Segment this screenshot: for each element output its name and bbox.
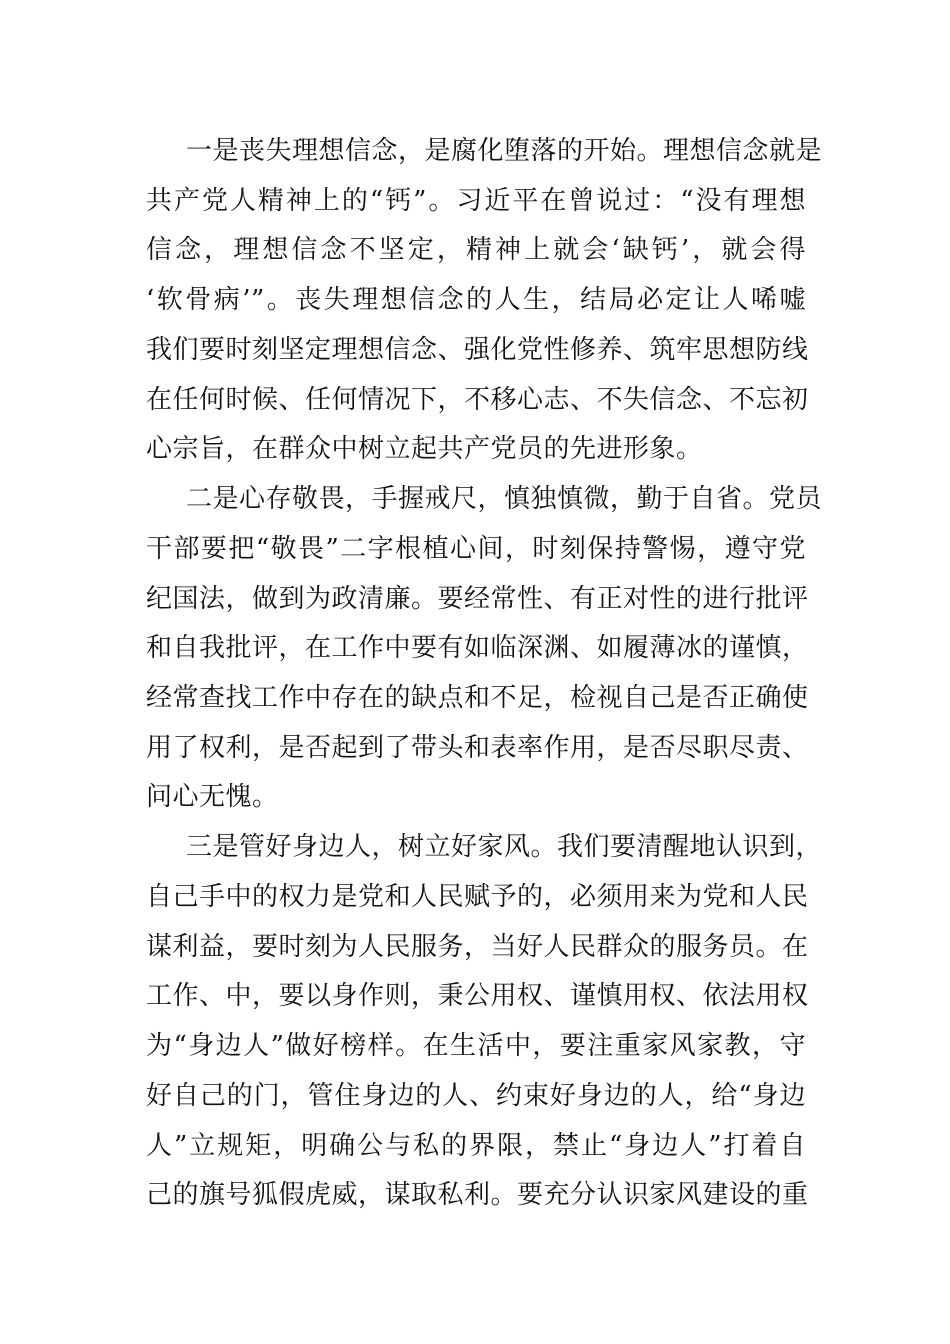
text-line: 自己手中的权力是党和人民赋予的，必须用来为党和人民 xyxy=(146,882,809,912)
text-line: 三是管好身边人，树立好家风。我们要清醒地认识到， xyxy=(186,832,823,862)
text-line: 干部要把“敬畏”二字根植心间，时刻保持警惕，遵守党 xyxy=(146,534,806,564)
text-line: 和自我批评，在工作中要有如临深渊、如履薄冰的谨慎， xyxy=(146,633,809,663)
text-line: 人”立规矩，明确公与私的界限，禁止“身边人”打着自 xyxy=(146,1131,806,1161)
text-line: 一是丧失理想信念，是腐化堕落的开始。理想信念就是 xyxy=(186,136,823,166)
text-line: 共产党人精神上的“钙”。习近平在曾说过：“没有理想 xyxy=(146,186,806,216)
text-line: 二是心存敬畏，手握戒尺，慎独慎微，勤于自省。党员 xyxy=(186,484,823,514)
text-line: 谋利益，要时刻为人民服务，当好人民群众的服务员。在 xyxy=(146,932,809,962)
text-line: 信念，理想信念不坚定，精神上就会‘缺钙’，就会得 xyxy=(146,235,806,265)
text-line: 经常查找工作中存在的缺点和不足，检视自己是否正确使 xyxy=(146,683,809,713)
text-line: 己的旗号狐假虎威，谋取私利。要充分认识家风建设的重 xyxy=(146,1180,809,1210)
text-line: 问心无愧。 xyxy=(146,782,279,812)
text-line: 在任何时候、任何情况下，不移心志、不失信念、不忘初 xyxy=(146,385,809,415)
text-line: 心宗旨，在群众中树立起共产党员的先进形象。 xyxy=(146,434,703,464)
text-line: ‘软骨病’”。丧失理想信念的人生，结局必定让人唏嘘 xyxy=(146,285,806,315)
text-line: 纪国法，做到为政清廉。要经常性、有正对性的进行批评 xyxy=(146,584,809,614)
text-line: 我们要时刻坚定理想信念、强化党性修养、筑牢思想防线 xyxy=(146,335,809,365)
text-line: 用了权利，是否起到了带头和表率作用，是否尽职尽责、 xyxy=(146,733,809,763)
text-line: 为“身边人”做好榜样。在生活中，要注重家风家教，守 xyxy=(146,1031,806,1061)
text-line: 好自己的门，管住身边的人、约束好身边的人，给“身边 xyxy=(146,1081,806,1111)
text-line: 工作、中，要以身作则，秉公用权、谨慎用权、依法用权 xyxy=(146,981,809,1011)
